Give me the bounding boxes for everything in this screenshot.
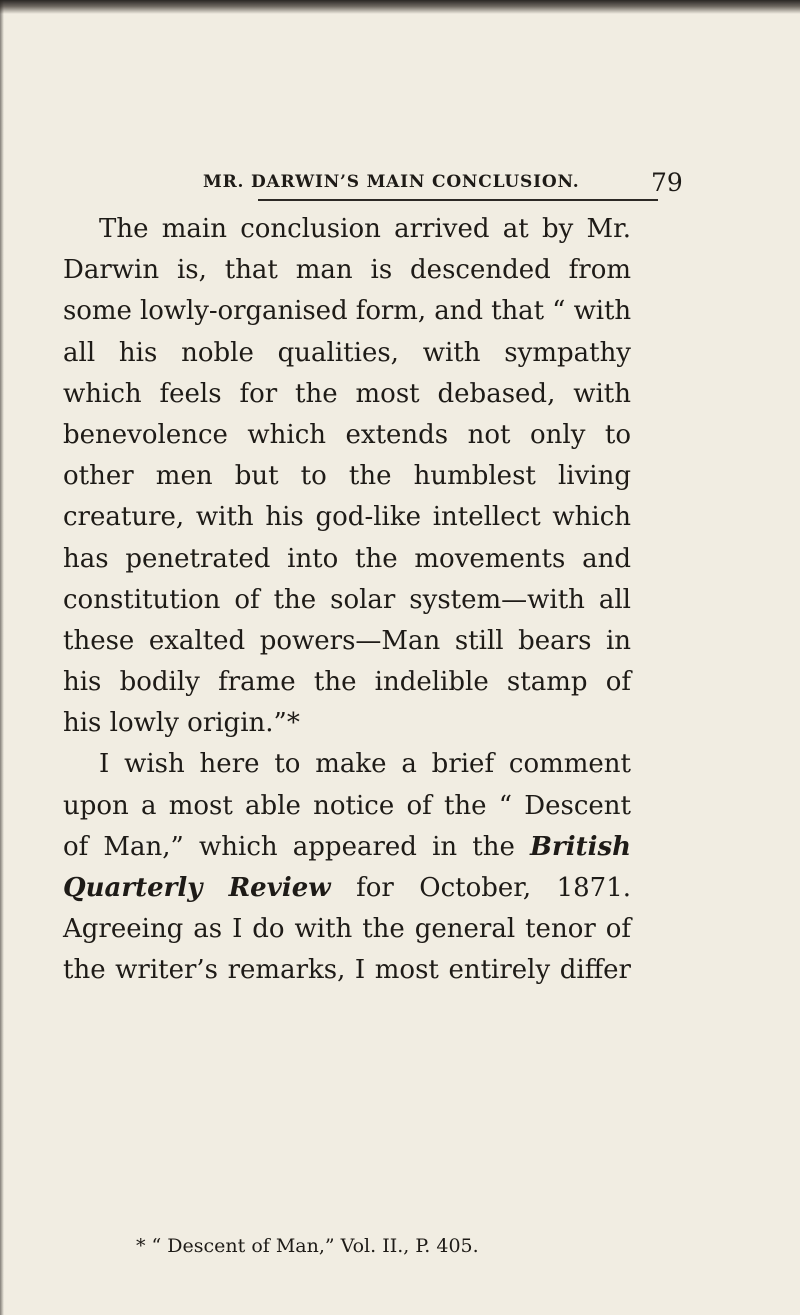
footnote: * “ Descent of Man,” Vol. II., P. 405.	[136, 1235, 479, 1257]
text-line: which feels for the most debased, with	[63, 378, 631, 409]
text-line: I wish here to make a brief comment	[99, 749, 631, 780]
header-rule	[258, 199, 658, 201]
text-line: upon a most able notice of the “ Descent	[63, 790, 631, 821]
page-top-shadow	[0, 0, 800, 14]
text-line: creature, with his god-like intellect which	[63, 502, 631, 533]
journal-title-part: British	[530, 831, 632, 862]
journal-title-part: Quarterly Review	[63, 873, 331, 903]
text-line: the writer’s remarks, I most entirely differ	[63, 955, 631, 986]
text-line: other men but to the humblest living	[63, 461, 631, 492]
text-line: Darwin is, that man is descended from	[63, 255, 631, 286]
text-line: constitution of the solar system—with all	[63, 584, 631, 615]
text-line-with-title	[63, 827, 631, 868]
text-line: Agreeing as I do with the general tenor of	[63, 914, 631, 945]
text-line: these exalted powers—Man still bears in	[63, 625, 631, 656]
text-fragment: for October, 1871.	[356, 873, 632, 903]
page-number: 79	[651, 168, 683, 197]
text-line: all his noble qualities, with sympathy	[63, 337, 631, 368]
text-line: The main conclusion arrived at by Mr.	[99, 214, 631, 244]
text-line: benevolence which extends not only to	[63, 419, 631, 450]
running-head	[0, 168, 800, 198]
text-line: some lowly-organised form, and that “ with	[63, 296, 632, 327]
text-line: his bodily frame the indelible stamp of	[63, 667, 631, 698]
body-text	[63, 209, 631, 992]
text-line-with-title	[63, 868, 631, 909]
text-line: has penetrated into the movements and	[63, 543, 631, 574]
running-title: MR. DARWIN’S MAIN CONCLUSION.	[203, 172, 580, 192]
text-line: his lowly origin.”*	[63, 708, 300, 739]
text-fragment: of Man,” which appeared in the	[63, 831, 515, 862]
